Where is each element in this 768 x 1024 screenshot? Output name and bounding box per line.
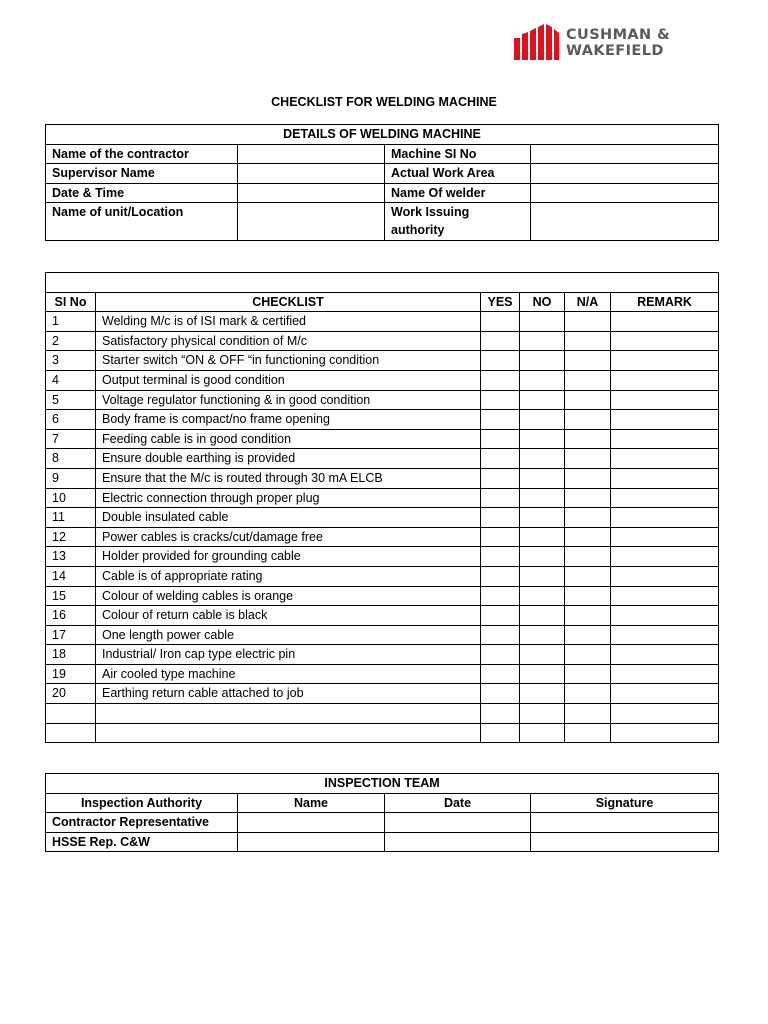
checklist-row — [46, 351, 719, 371]
na-checkbox-cell[interactable] — [565, 527, 611, 547]
remark-field[interactable] — [611, 488, 719, 508]
column-header: Date — [385, 793, 531, 813]
checklist-row — [46, 508, 719, 528]
remark-field[interactable] — [611, 331, 719, 351]
no-checkbox-cell[interactable] — [520, 370, 565, 390]
inspection-date-field[interactable] — [385, 813, 531, 833]
no-checkbox-cell[interactable] — [520, 331, 565, 351]
checklist-serial: 9 — [46, 468, 96, 488]
checklist-serial: 15 — [46, 586, 96, 606]
no-checkbox-cell[interactable] — [520, 390, 565, 410]
checklist-serial: 17 — [46, 625, 96, 645]
checklist-serial: 3 — [46, 351, 96, 371]
remark-field[interactable] — [611, 566, 719, 586]
checklist-row — [46, 331, 719, 351]
yes-checkbox-cell[interactable] — [481, 723, 520, 743]
column-header: Signature — [531, 793, 719, 813]
yes-checkbox-cell[interactable] — [481, 410, 520, 430]
na-checkbox-cell[interactable] — [565, 508, 611, 528]
na-checkbox-cell[interactable] — [565, 586, 611, 606]
no-checkbox-cell[interactable] — [520, 684, 565, 704]
na-checkbox-cell[interactable] — [565, 331, 611, 351]
na-checkbox-cell[interactable] — [565, 645, 611, 665]
checklist-row — [46, 566, 719, 586]
checklist-blank-header-row — [46, 273, 719, 293]
yes-checkbox-cell[interactable] — [481, 645, 520, 665]
no-checkbox-cell[interactable] — [520, 723, 565, 743]
checklist-item-text: Double insulated cable — [96, 508, 481, 528]
brand-line-1: CUSHMAN & — [566, 27, 671, 43]
checklist-empty-row — [46, 723, 719, 743]
na-checkbox-cell[interactable] — [565, 664, 611, 684]
column-header: REMARK — [611, 292, 719, 312]
checklist-serial: 4 — [46, 370, 96, 390]
checklist-serial: 14 — [46, 566, 96, 586]
remark-field[interactable] — [611, 547, 719, 567]
checklist-item-text: Electric connection through proper plug — [96, 488, 481, 508]
checklist-row — [46, 664, 719, 684]
details-value-field[interactable] — [238, 183, 385, 203]
na-checkbox-cell[interactable] — [565, 723, 611, 743]
na-checkbox-cell[interactable] — [565, 468, 611, 488]
no-checkbox-cell[interactable] — [520, 508, 565, 528]
no-checkbox-cell[interactable] — [520, 606, 565, 626]
checklist-item-text — [96, 704, 481, 724]
checklist-row — [46, 527, 719, 547]
yes-checkbox-cell[interactable] — [481, 547, 520, 567]
checklist-row — [46, 429, 719, 449]
checklist-item-text: Air cooled type machine — [96, 664, 481, 684]
checklist-item-text: Earthing return cable attached to job — [96, 684, 481, 704]
no-checkbox-cell[interactable] — [520, 566, 565, 586]
details-value-field[interactable] — [238, 203, 385, 241]
checklist-serial: 18 — [46, 645, 96, 665]
na-checkbox-cell[interactable] — [565, 410, 611, 430]
na-checkbox-cell[interactable] — [565, 684, 611, 704]
checklist-serial: 1 — [46, 312, 96, 332]
remark-field[interactable] — [611, 586, 719, 606]
checklist-serial: 2 — [46, 331, 96, 351]
no-checkbox-cell[interactable] — [520, 625, 565, 645]
checklist-item-text: Colour of return cable is black — [96, 606, 481, 626]
checklist-serial: 11 — [46, 508, 96, 528]
checklist-item-text: Feeding cable is in good condition — [96, 429, 481, 449]
details-value-field[interactable] — [238, 144, 385, 164]
details-value-field[interactable] — [531, 183, 719, 203]
no-checkbox-cell[interactable] — [520, 586, 565, 606]
yes-checkbox-cell[interactable] — [481, 664, 520, 684]
checklist-serial: 13 — [46, 547, 96, 567]
remark-field[interactable] — [611, 664, 719, 684]
checklist-row — [46, 586, 719, 606]
checklist-item-text: Satisfactory physical condition of M/c — [96, 331, 481, 351]
machine-details-table — [45, 124, 719, 241]
yes-checkbox-cell[interactable] — [481, 449, 520, 469]
checklist-item-text: Ensure double earthing is provided — [96, 449, 481, 469]
inspection-name-field[interactable] — [238, 832, 385, 852]
column-header: Inspection Authority — [46, 793, 238, 813]
details-label: Supervisor Name — [46, 164, 238, 184]
inspection-signature-field[interactable] — [531, 813, 719, 833]
remark-field[interactable] — [611, 625, 719, 645]
no-checkbox-cell[interactable] — [520, 547, 565, 567]
yes-checkbox-cell[interactable] — [481, 488, 520, 508]
checklist-row — [46, 547, 719, 567]
column-header: NO — [520, 292, 565, 312]
checklist-row — [46, 625, 719, 645]
na-checkbox-cell[interactable] — [565, 488, 611, 508]
remark-field[interactable] — [611, 684, 719, 704]
details-label: Name of the contractor — [46, 144, 238, 164]
na-checkbox-cell[interactable] — [565, 547, 611, 567]
checklist-header-row — [46, 292, 719, 312]
checklist-item-text: Cable is of appropriate rating — [96, 566, 481, 586]
details-label: Work Issuing authority — [385, 203, 531, 241]
checklist-item-text: Output terminal is good condition — [96, 370, 481, 390]
na-checkbox-cell[interactable] — [565, 429, 611, 449]
no-checkbox-cell[interactable] — [520, 704, 565, 724]
na-checkbox-cell[interactable] — [565, 449, 611, 469]
checklist-item-text: Industrial/ Iron cap type electric pin — [96, 645, 481, 665]
details-label: Date & Time — [46, 183, 238, 203]
checklist-item-text: Starter switch “ON & OFF “in functioning condition — [96, 351, 481, 371]
remark-field[interactable] — [611, 645, 719, 665]
yes-checkbox-cell[interactable] — [481, 468, 520, 488]
checklist-serial: 5 — [46, 390, 96, 410]
yes-checkbox-cell[interactable] — [481, 527, 520, 547]
no-checkbox-cell[interactable] — [520, 664, 565, 684]
details-value-field[interactable] — [531, 144, 719, 164]
checklist-item-text: Ensure that the M/c is routed through 30 mA ELCB — [96, 468, 481, 488]
yes-checkbox-cell[interactable] — [481, 606, 520, 626]
checklist-row — [46, 312, 719, 332]
inspection-team-table — [45, 773, 719, 852]
no-checkbox-cell[interactable] — [520, 527, 565, 547]
checklist-row — [46, 488, 719, 508]
details-label: Name of unit/Location — [46, 203, 238, 241]
checklist-row — [46, 645, 719, 665]
yes-checkbox-cell[interactable] — [481, 351, 520, 371]
checklist-serial: 10 — [46, 488, 96, 508]
details-label: Actual Work Area — [385, 164, 531, 184]
no-checkbox-cell[interactable] — [520, 429, 565, 449]
checklist-item-text: Body frame is compact/no frame opening — [96, 410, 481, 430]
checklist-serial: 20 — [46, 684, 96, 704]
checklist-serial: 19 — [46, 664, 96, 684]
brand-mark-icon — [514, 24, 560, 60]
no-checkbox-cell[interactable] — [520, 488, 565, 508]
checklist-item-text: One length power cable — [96, 625, 481, 645]
remark-field[interactable] — [611, 527, 719, 547]
checklist-row — [46, 468, 719, 488]
no-checkbox-cell[interactable] — [520, 410, 565, 430]
checklist-row — [46, 606, 719, 626]
checklist-serial: 12 — [46, 527, 96, 547]
remark-field[interactable] — [611, 468, 719, 488]
remark-field[interactable] — [611, 449, 719, 469]
no-checkbox-cell[interactable] — [520, 468, 565, 488]
yes-checkbox-cell[interactable] — [481, 429, 520, 449]
yes-checkbox-cell[interactable] — [481, 625, 520, 645]
no-checkbox-cell[interactable] — [520, 351, 565, 371]
column-header: N/A — [565, 292, 611, 312]
company-logo — [514, 22, 679, 62]
yes-checkbox-cell[interactable] — [481, 331, 520, 351]
na-checkbox-cell[interactable] — [565, 606, 611, 626]
na-checkbox-cell[interactable] — [565, 351, 611, 371]
na-checkbox-cell[interactable] — [565, 312, 611, 332]
inspection-date-field[interactable] — [385, 832, 531, 852]
checklist-serial: 6 — [46, 410, 96, 430]
checklist-item-text: Welding M/c is of ISI mark & certified — [96, 312, 481, 332]
na-checkbox-cell[interactable] — [565, 704, 611, 724]
remark-field[interactable] — [611, 508, 719, 528]
document-title: CHECKLIST FOR WELDING MACHINE — [271, 95, 497, 109]
checklist-row — [46, 449, 719, 469]
checklist-serial: 7 — [46, 429, 96, 449]
checklist-item-text: Holder provided for grounding cable — [96, 547, 481, 567]
checklist-empty-row — [46, 704, 719, 724]
column-header: SI No — [46, 292, 96, 312]
inspection-name-field[interactable] — [238, 813, 385, 833]
details-heading: DETAILS OF WELDING MACHINE — [46, 125, 719, 145]
checklist-row — [46, 410, 719, 430]
na-checkbox-cell[interactable] — [565, 390, 611, 410]
checklist-row — [46, 684, 719, 704]
remark-field[interactable] — [611, 704, 719, 724]
yes-checkbox-cell[interactable] — [481, 370, 520, 390]
checklist-row — [46, 390, 719, 410]
details-value-field[interactable] — [531, 164, 719, 184]
column-header: CHECKLIST — [96, 292, 481, 312]
checklist-serial — [46, 704, 96, 724]
inspection-role: HSSE Rep. C&W — [46, 832, 238, 852]
checklist-row — [46, 370, 719, 390]
column-header: Name — [238, 793, 385, 813]
remark-field[interactable] — [611, 351, 719, 371]
inspection-row — [46, 832, 719, 852]
remark-field[interactable] — [611, 606, 719, 626]
checklist-item-text: Voltage regulator functioning & in good condition — [96, 390, 481, 410]
yes-checkbox-cell[interactable] — [481, 586, 520, 606]
yes-checkbox-cell[interactable] — [481, 684, 520, 704]
brand-line-2: WAKEFIELD — [566, 43, 664, 59]
na-checkbox-cell[interactable] — [565, 566, 611, 586]
brand-wordmark — [566, 27, 670, 59]
checklist-item-text — [96, 723, 481, 743]
no-checkbox-cell[interactable] — [520, 449, 565, 469]
checklist-serial — [46, 723, 96, 743]
yes-checkbox-cell[interactable] — [481, 312, 520, 332]
yes-checkbox-cell[interactable] — [481, 704, 520, 724]
yes-checkbox-cell[interactable] — [481, 566, 520, 586]
inspection-signature-field[interactable] — [531, 832, 719, 852]
checklist-table — [45, 272, 719, 743]
no-checkbox-cell[interactable] — [520, 312, 565, 332]
details-label: Name Of welder — [385, 183, 531, 203]
inspection-heading: INSPECTION TEAM — [46, 774, 719, 794]
no-checkbox-cell[interactable] — [520, 645, 565, 665]
inspection-row — [46, 813, 719, 833]
na-checkbox-cell[interactable] — [565, 370, 611, 390]
yes-checkbox-cell[interactable] — [481, 508, 520, 528]
checklist-item-text: Power cables is cracks/cut/damage free — [96, 527, 481, 547]
checklist-item-text: Colour of welding cables is orange — [96, 586, 481, 606]
inspection-role: Contractor Representative — [46, 813, 238, 833]
details-label: Machine SI No — [385, 144, 531, 164]
column-header: YES — [481, 292, 520, 312]
details-value-field[interactable] — [238, 164, 385, 184]
checklist-serial: 16 — [46, 606, 96, 626]
checklist-serial: 8 — [46, 449, 96, 469]
yes-checkbox-cell[interactable] — [481, 390, 520, 410]
remark-field[interactable] — [611, 723, 719, 743]
remark-field[interactable] — [611, 390, 719, 410]
remark-field[interactable] — [611, 429, 719, 449]
na-checkbox-cell[interactable] — [565, 625, 611, 645]
remark-field[interactable] — [611, 370, 719, 390]
remark-field[interactable] — [611, 312, 719, 332]
remark-field[interactable] — [611, 410, 719, 430]
details-value-field[interactable] — [531, 203, 719, 241]
